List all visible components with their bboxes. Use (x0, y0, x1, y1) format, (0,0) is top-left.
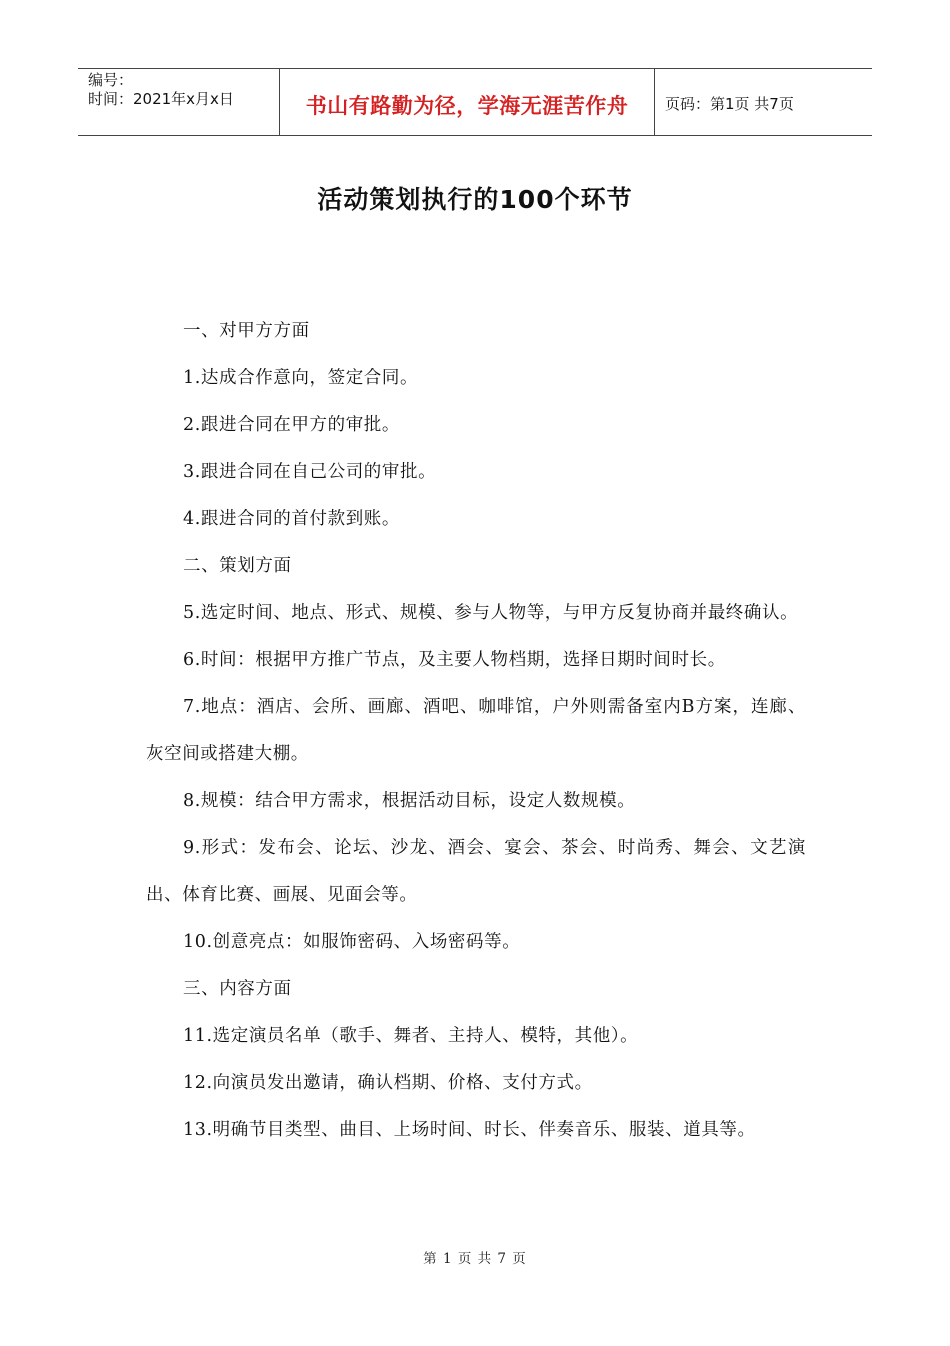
header-motto-cell (280, 69, 655, 135)
section-heading: 三、内容方面 (183, 979, 292, 999)
list-item: 2.跟进合同在甲方的审批。 (183, 415, 400, 435)
list-item: 10.创意亮点：如服饰密码、入场密码等。 (183, 932, 521, 952)
list-item: 13.明确节目类型、曲目、上场时间、时长、伴奏音乐、服装、道具等。 (183, 1120, 756, 1140)
list-item: 3.跟进合同在自己公司的审批。 (183, 462, 437, 482)
list-item: 1.达成合作意向，签定合同。 (183, 368, 419, 388)
list-item: 9.形式：发布会、论坛、沙龙、酒会、宴会、茶会、时尚秀、舞会、文艺演出、体育比赛、画展、见面会等。 (146, 838, 806, 905)
header-date-label: 时间：2021年x月x日 (88, 90, 234, 108)
document-header (78, 68, 872, 136)
list-item: 12.向演员发出邀请，确认档期、价格、支付方式。 (183, 1073, 593, 1093)
list-item: 4.跟进合同的首付款到账。 (183, 509, 400, 529)
list-item: 5.选定时间、地点、形式、规模、参与人物等，与甲方反复协商并最终确认。 (183, 603, 799, 623)
header-motto: 书山有路勤为径，学海无涯苦作舟 (305, 94, 629, 118)
header-meta-cell (78, 69, 280, 135)
page-footer: 第 1 页 共 7 页 (423, 1251, 527, 1267)
list-item: 7.地点：酒店、会所、画廊、酒吧、咖啡馆，户外则需备室内B方案，连廊、灰空间或搭建大棚。 (146, 697, 806, 764)
document-body (146, 308, 806, 1154)
header-number-label: 编号： (88, 71, 134, 89)
section-heading: 二、策划方面 (183, 556, 292, 576)
list-item: 8.规模：结合甲方需求，根据活动目标，设定人数规模。 (183, 791, 636, 811)
header-page-cell (655, 69, 872, 135)
document-title: 活动策划执行的100个环节 (317, 185, 633, 214)
list-item: 6.时间：根据甲方推广节点，及主要人物档期，选择日期时间时长。 (183, 650, 726, 670)
list-item: 11.选定演员名单（歌手、舞者、主持人、模特，其他）。 (183, 1026, 639, 1046)
header-page-label: 页码：第1页 共7页 (665, 94, 794, 113)
section-heading: 一、对甲方方面 (183, 321, 310, 341)
